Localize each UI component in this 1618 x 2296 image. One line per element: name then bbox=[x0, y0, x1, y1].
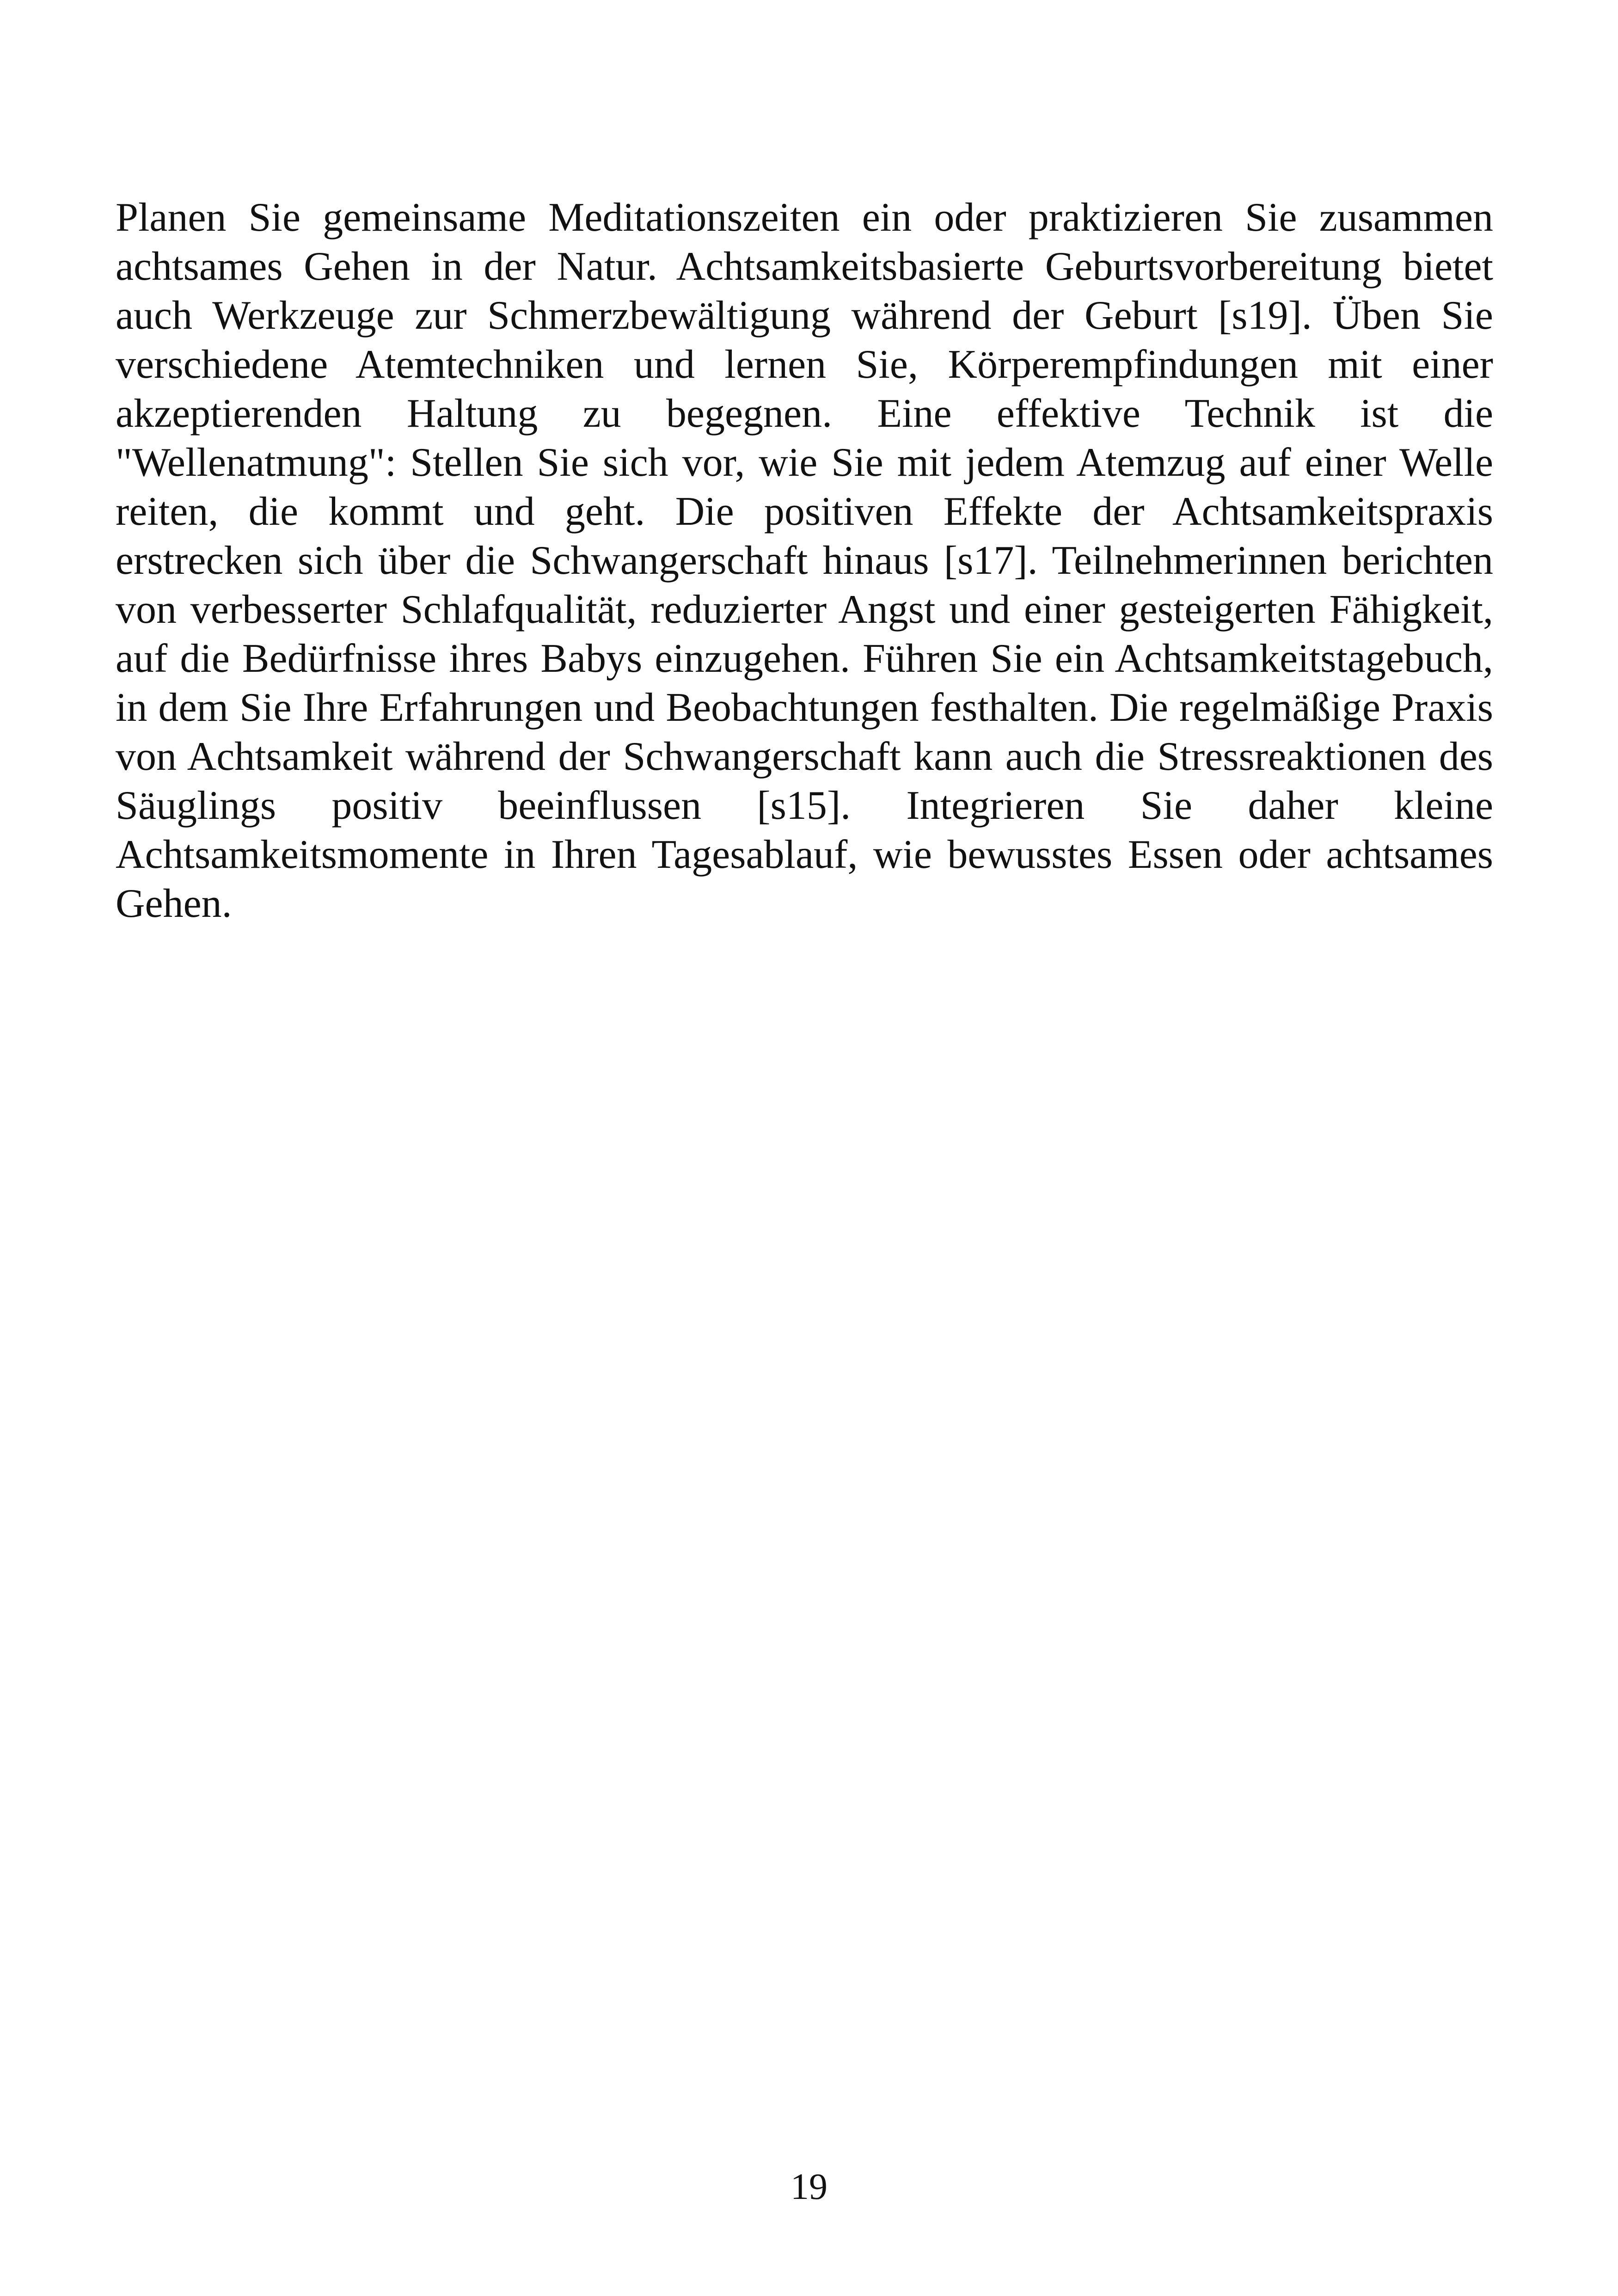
page-number: 19 bbox=[791, 2167, 827, 2207]
body-paragraph: Planen Sie gemeinsame Meditationszeiten ein oder praktizieren Sie zusammen achtsames Gehen in der Natur. Achtsamkeitsbasierte Geburtsvorbereitung bietet auch Werkzeuge zur Schmerzbewältigung während der Geburt [s19]. Üben Sie verschiedene Atemtechniken und lernen Sie, Körperempfindungen mit einer akzeptierenden Haltung zu begegnen. Eine effektive Technik ist die "Wellenatmung": Stellen Sie sich vor, wie Sie mit jedem Atemzug auf einer Welle reiten, die kommt und geht. Die positiven Effekte der Achtsamkeitspraxis erstrecken sich über die Schwangerschaft hinaus [s17]. Teilnehmerinnen berichten von verbesserter Schlafqualität, reduzierter Angst und einer gesteigerten Fähigkeit, auf die Bedürfnisse ihres Babys einzugehen. Führen Sie ein Achtsamkeitstagebuch, in dem Sie Ihre Erfahrungen und Beobachtungen festhalten. Die regelmäßige Praxis von Achtsamkeit während der Schwangerschaft kann auch die Stressreaktionen des Säuglings positiv beeinflussen [s15]. Integrieren Sie daher kleine Achtsamkeitsmomente in Ihren Tagesablauf, wie bewusstes Essen oder achtsames Gehen. bbox=[116, 195, 1493, 926]
